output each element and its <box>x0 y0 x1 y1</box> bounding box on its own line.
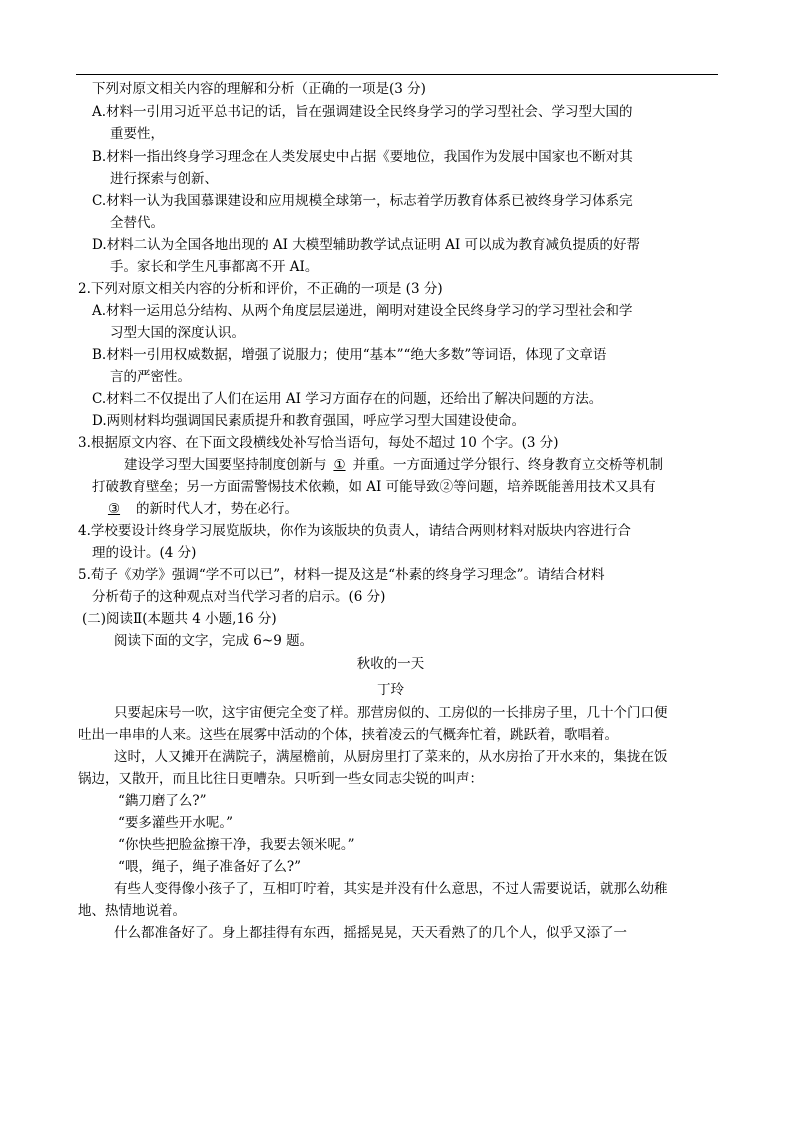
section2-instruction: 阅读下面的文字，完成 6~9 题。 <box>114 633 314 649</box>
story-p1-line2: 吐出一串串的人来。这些在展雾中活动的个体，挟着凌云的气概奔忙着，跳跃着，歌唱着。 <box>78 727 618 743</box>
q3-passage-line2 <box>92 478 656 496</box>
q3-line1-post: 并重。一方面通过学分银行、终身教育立交桥等机制 <box>352 457 663 473</box>
story-title: 秋收的一天 <box>356 656 425 672</box>
q2-option-d: D.两则材料均强调国民素质提升和教育强国，呼应学习型大国建设使命。 <box>92 413 526 429</box>
q1-option-b-line1: B.材料一指出终身学习理念在人类发展史中占据《要地位，我国作为发展中国家也不断对其 <box>92 149 633 165</box>
q1-option-c-line1: C.材料一认为我国慕课建设和应用规模全球第一，标志着学历教育体系已被终身学习体系完 <box>92 193 633 209</box>
q3-line2-post: 等问题，培养既能善用技术又具有 <box>453 479 656 495</box>
story-dialogue-2: “要多灌些开水呢。” <box>118 815 234 831</box>
section2-heading: (二)阅读Ⅱ(本题共 4 小题,16 分) <box>82 611 277 627</box>
q3-stem: 3.根据原文内容、在下面文段横线处补写恰当语句，每处不超过 10 个字。(3 分) <box>78 435 559 451</box>
story-p4-line1: 什么都准备好了。身上都挂得有东西，摇摇晃晃，天天看熟了的几个人，似乎又添了一 <box>114 925 627 941</box>
story-author: 丁玲 <box>377 682 404 698</box>
story-p2-line1: 这时，人又摊开在满院子，满屋檐前，从厨房里打了菜来的，从水房抬了开水来的，集拢在饭 <box>114 749 668 765</box>
q1-stem: 下列对原文相关内容的理解和分析（正确的一项是(3 分) <box>92 81 426 97</box>
q3-blank-3[interactable]: ③ <box>107 501 121 517</box>
q4-line2: 理的设计。(4 分) <box>92 545 197 561</box>
q5-line1: 5.荀子《劝学》强调“学不可以已”，材料一提及这是“朴素的终身学习理念”。请结合材料 <box>78 567 605 583</box>
story-p1-line1: 只要起床号一吹，这宇宙便完全变了样。那营房似的、工房似的一长排房子里，几十个门口便 <box>114 705 668 721</box>
q1-option-d-line2: 手。家长和学生凡事都离不开 AI。 <box>110 259 319 275</box>
q3-line1-pre: 建设学习型大国要坚持制度创新与 <box>124 457 327 473</box>
q1-option-a-line2: 重要性， <box>110 126 164 142</box>
q2-stem: 2.下列对原文相关内容的分析和评价，不正确的一项是 (3 分) <box>78 281 443 297</box>
q2-option-b-line1: B.材料一引用权威数据，增强了说服力；使用“基本”“绝大多数”等词语，体现了文章语 <box>92 347 607 363</box>
q4-line1: 4.学校要设计终身学习展览版块，你作为该版块的负责人，请结合两则材料对版块内容进行合 <box>78 523 631 539</box>
q1-option-b-line2: 进行探索与创新、 <box>110 171 218 187</box>
story-p3-line2: 地、热情地说着。 <box>78 903 186 919</box>
q3-line2-pre: 打破教育壁垒；另一方面需警惕技术依赖，如 AI 可能导致 <box>92 479 440 495</box>
story-p2-line2: 锅边，又散开，而且比往日更嘈杂。只听到一些女同志尖锐的叫声： <box>78 771 483 787</box>
q3-line3-post: 的新时代人才，势在必行。 <box>136 501 298 517</box>
q2-option-c: C.材料二不仅提出了人们在运用 AI 学习方面存在的问题，还给出了解决问题的方法。 <box>92 391 603 407</box>
q1-option-d-line1: D.材料二认为全国各地出现的 AI 大模型辅助教学试点证明 AI 可以成为教育减负提质的好帮 <box>92 237 640 253</box>
story-dialogue-3: “你快些把脸盆擦干净，我要去领米呢。” <box>118 837 355 853</box>
q5-line2: 分析荀子的这种观点对当代学习者的启示。(6 分) <box>92 589 386 605</box>
q2-option-a-line1: A.材料一运用总分结构、从两个角度层层递进，阐明对建设全民终身学习的学习型社会和学 <box>92 303 633 319</box>
q3-blank-1[interactable]: ① <box>333 457 346 473</box>
story-p3-line1: 有些人变得像小孩子了，互相叮咛着，其实是并没有什么意思，不过人需要说话，就那么幼稚 <box>114 881 668 897</box>
q1-option-c-line2: 全替代。 <box>110 215 164 231</box>
q3-blank-2[interactable]: ② <box>439 479 454 495</box>
top-rule <box>76 74 718 75</box>
q1-option-a-line1: A.材料一引用习近平总书记的话，旨在强调建设全民终身学习的学习型社会、学习型大国的 <box>92 104 633 120</box>
q3-passage-line3 <box>92 500 298 518</box>
story-dialogue-4: “喂，绳子，绳子准备好了么?” <box>118 859 302 875</box>
q3-passage-line1 <box>124 456 663 474</box>
story-dialogue-1: “鐫刀磨了么?” <box>118 793 207 809</box>
q2-option-b-line2: 言的严密性。 <box>110 369 191 385</box>
q2-option-a-line2: 习型大国的深度认识。 <box>110 325 245 341</box>
